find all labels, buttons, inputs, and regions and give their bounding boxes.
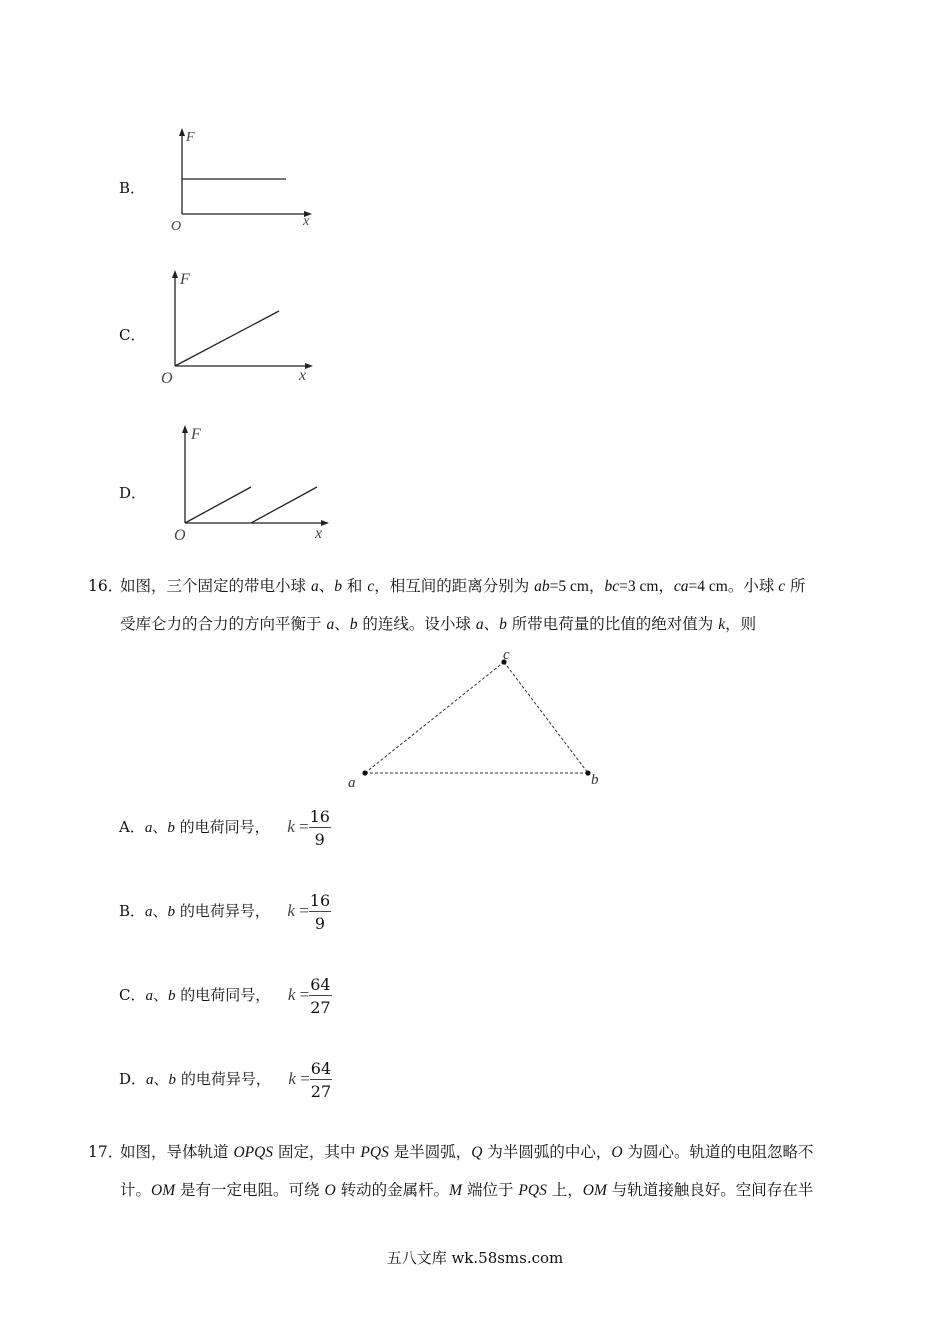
option-c-label: C． [119, 326, 146, 344]
x-arrow [305, 363, 313, 369]
y-axis-label: F [186, 130, 195, 145]
q16-option-a[interactable]: A．a、b 的电荷同号， k = $\frac{16}{9}$ [119, 807, 330, 849]
q17-line-2: 计。OM 是有一定电阻。可绕 O 转动的金属杆。M 端位于 PQS 上，OM 与轨道接触良好。空间存在半 [120, 1181, 814, 1199]
x-axis-label: x [299, 367, 307, 384]
label-a: a [348, 775, 356, 791]
side-bc [504, 662, 588, 773]
footer-watermark: 五八文库 wk.58sms.com [386, 1249, 564, 1267]
x-arrow [321, 520, 329, 526]
x-axis-label: x [303, 214, 310, 229]
y-arrow [179, 128, 185, 136]
label-b: b [591, 772, 599, 788]
y-axis-label: F [180, 271, 190, 288]
fraction: $\frac{64}{27}$ [310, 975, 331, 1017]
q16-number: 16． [88, 577, 124, 595]
graph-segment-2 [251, 487, 317, 523]
origin-label: O [174, 527, 186, 544]
q16-option-c[interactable]: C．a、b 的电荷同号， k = $\frac{64}{27}$ [119, 975, 331, 1017]
q16-line-1: 如图，三个固定的带电小球 a、b 和 c，相互间的距离分别为 ab=5 cm，bc=3 cm，ca=4 cm。小球 c 所 [120, 577, 806, 595]
fraction: $\frac{64}{27}$ [310, 1059, 332, 1101]
option-c-graph [155, 264, 325, 388]
y-axis-label: F [191, 426, 201, 443]
fraction: $\frac{16}{9}$ [309, 807, 330, 849]
q16-option-d[interactable]: D．a、b 的电荷异号， k = $\frac{64}{27}$ [119, 1059, 332, 1101]
label-c: c [503, 647, 510, 663]
side-ac [365, 662, 504, 773]
y-arrow [172, 270, 178, 278]
fraction: $\frac{16}{9}$ [309, 891, 331, 933]
option-d-label: D． [119, 484, 147, 502]
point-a [362, 770, 367, 775]
triangle-figure [340, 645, 615, 795]
origin-label: O [161, 370, 173, 387]
y-arrow [182, 425, 188, 433]
q16-option-b[interactable]: B．a、b 的电荷异号， k = $\frac{16}{9}$ [119, 891, 331, 933]
option-d-graph [165, 420, 340, 546]
option-b-label: B． [119, 179, 146, 197]
option-b-graph [160, 122, 320, 234]
x-axis-label: x [315, 525, 323, 542]
q17-line-1: 如图，导体轨道 OPQS 固定，其中 PQS 是半圆弧，Q 为半圆弧的中心，O 为圆心。轨道的电阻忽略不 [120, 1143, 814, 1161]
q17-number: 17． [88, 1143, 124, 1161]
graph-segment-1 [185, 487, 251, 523]
point-b [585, 770, 590, 775]
graph-line [175, 311, 279, 366]
origin-label: O [171, 219, 182, 234]
q16-line-2: 受库仑力的合力的方向平衡于 a、b 的连线。设小球 a、b 所带电荷量的比值的绝对值为 k，则 [120, 615, 757, 633]
